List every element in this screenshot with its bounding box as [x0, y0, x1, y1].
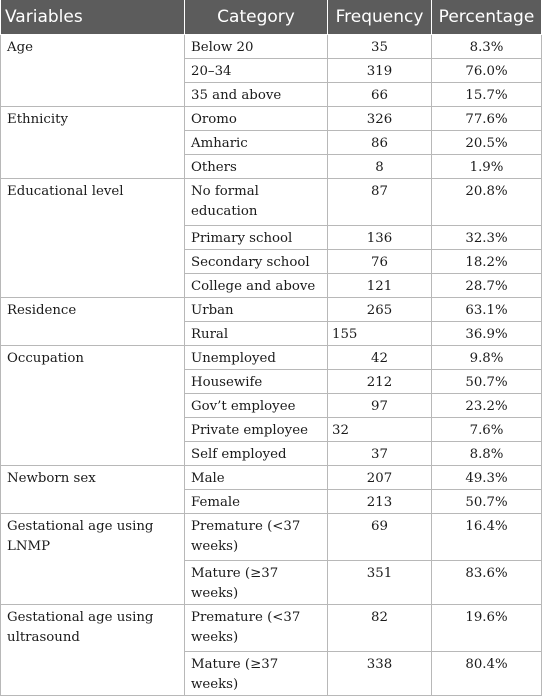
table-row	[1, 605, 542, 652]
percentage-cell: 36.9%	[432, 322, 542, 346]
variable-cell: Age	[1, 35, 185, 107]
percentage-cell: 63.1%	[432, 298, 542, 322]
frequency-cell: 8	[328, 155, 432, 179]
variable-cell: Occupation	[1, 346, 185, 466]
category-cell: 35 and above	[185, 83, 328, 107]
percentage-cell: 32.3%	[432, 226, 542, 250]
percentage-cell: 20.8%	[432, 179, 542, 226]
percentage-cell: 76.0%	[432, 59, 542, 83]
category-cell: Mature (≥37 weeks)	[185, 561, 328, 605]
category-cell: Gov’t employee	[185, 394, 328, 418]
category-cell: Unemployed	[185, 346, 328, 370]
percentage-cell: 28.7%	[432, 274, 542, 298]
frequency-cell: 82	[328, 605, 432, 652]
variable-cell: Newborn sex	[1, 466, 185, 514]
category-cell: Secondary school	[185, 250, 328, 274]
frequency-cell: 37	[328, 442, 432, 466]
percentage-cell: 1.9%	[432, 155, 542, 179]
frequency-cell: 97	[328, 394, 432, 418]
header-frequency: Frequency	[328, 0, 432, 35]
category-cell: 20–34	[185, 59, 328, 83]
category-cell: Female	[185, 490, 328, 514]
category-cell: Oromo	[185, 107, 328, 131]
table-body	[1, 35, 542, 696]
percentage-cell: 8.3%	[432, 35, 542, 59]
table-row	[1, 35, 542, 59]
table-row	[1, 298, 542, 322]
percentage-cell: 15.7%	[432, 83, 542, 107]
header-percentage: Percentage	[432, 0, 542, 35]
category-cell: Housewife	[185, 370, 328, 394]
percentage-cell: 7.6%	[432, 418, 542, 442]
frequency-cell: 121	[328, 274, 432, 298]
category-cell: Urban	[185, 298, 328, 322]
category-cell: Mature (≥37 weeks)	[185, 652, 328, 696]
category-cell: Premature (<37 weeks)	[185, 514, 328, 561]
frequency-cell: 136	[328, 226, 432, 250]
category-cell: Amharic	[185, 131, 328, 155]
category-cell: Premature (<37 weeks)	[185, 605, 328, 652]
variable-cell: Ethnicity	[1, 107, 185, 179]
frequency-cell: 87	[328, 179, 432, 226]
category-cell: Below 20	[185, 35, 328, 59]
frequency-cell: 319	[328, 59, 432, 83]
category-cell: Private employee	[185, 418, 328, 442]
table-row	[1, 514, 542, 561]
frequency-cell: 66	[328, 83, 432, 107]
category-cell: Self employed	[185, 442, 328, 466]
percentage-cell: 20.5%	[432, 131, 542, 155]
percentage-cell: 77.6%	[432, 107, 542, 131]
variable-cell: Gestational age using LNMP	[1, 514, 185, 605]
percentage-cell: 80.4%	[432, 652, 542, 696]
frequency-cell: 338	[328, 652, 432, 696]
percentage-cell: 83.6%	[432, 561, 542, 605]
percentage-cell: 9.8%	[432, 346, 542, 370]
category-cell: Others	[185, 155, 328, 179]
frequency-cell: 213	[328, 490, 432, 514]
frequency-cell: 155	[328, 322, 432, 346]
percentage-cell: 50.7%	[432, 490, 542, 514]
category-cell: College and above	[185, 274, 328, 298]
frequency-cell: 76	[328, 250, 432, 274]
header-row	[1, 0, 542, 35]
frequency-cell: 351	[328, 561, 432, 605]
header-variables: Variables	[1, 0, 185, 35]
percentage-cell: 49.3%	[432, 466, 542, 490]
table-header	[1, 0, 542, 35]
category-cell: Primary school	[185, 226, 328, 250]
frequency-cell: 32	[328, 418, 432, 442]
frequency-cell: 86	[328, 131, 432, 155]
percentage-cell: 23.2%	[432, 394, 542, 418]
percentage-cell: 19.6%	[432, 605, 542, 652]
frequency-cell: 207	[328, 466, 432, 490]
category-cell: Rural	[185, 322, 328, 346]
frequency-cell: 35	[328, 35, 432, 59]
frequency-cell: 42	[328, 346, 432, 370]
header-category: Category	[185, 0, 328, 35]
variable-cell: Residence	[1, 298, 185, 346]
category-cell: No formal education	[185, 179, 328, 226]
table-row	[1, 179, 542, 226]
percentage-cell: 8.8%	[432, 442, 542, 466]
frequency-cell: 265	[328, 298, 432, 322]
table-row	[1, 107, 542, 131]
percentage-cell: 18.2%	[432, 250, 542, 274]
frequency-cell: 326	[328, 107, 432, 131]
frequency-cell: 212	[328, 370, 432, 394]
category-cell: Male	[185, 466, 328, 490]
percentage-cell: 50.7%	[432, 370, 542, 394]
variable-cell: Gestational age using ultrasound	[1, 605, 185, 696]
table-row	[1, 466, 542, 490]
frequency-cell: 69	[328, 514, 432, 561]
variable-cell: Educational level	[1, 179, 185, 298]
table-row	[1, 346, 542, 370]
percentage-cell: 16.4%	[432, 514, 542, 561]
